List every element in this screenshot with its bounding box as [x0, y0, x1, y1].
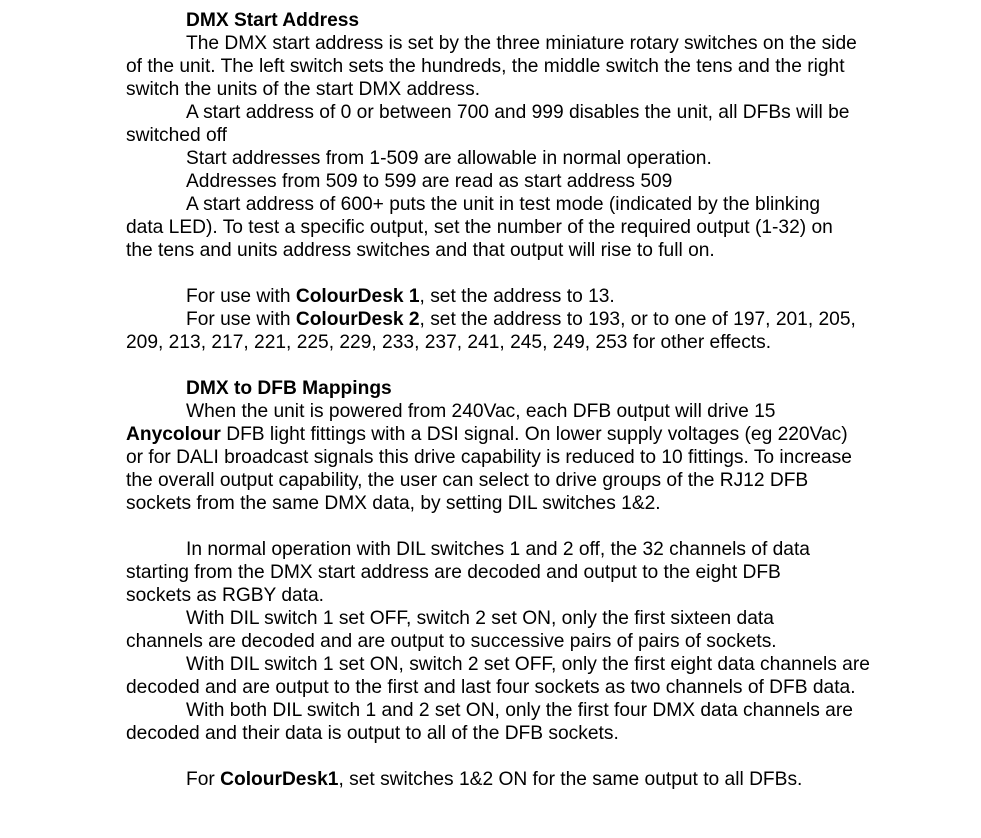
document-body [126, 9, 886, 791]
paragraph-disable-address: A start address of 0 or between 700 and 999 disables the unit, all DFBs will be switched off [126, 102, 850, 146]
paragraph-dil-both-on: With both DIL switch 1 and 2 set ON, only the first four DMX data channels are decoded and their data is output to all of the DFB sockets. [126, 700, 853, 744]
paragraph-colourdesk1-address [126, 285, 886, 308]
paragraph-dil-1on-2off: With DIL switch 1 set ON, switch 2 set OFF, only the first eight data channels are decoded and are output to the first and last four sockets as two channels of DFB data. [126, 654, 870, 698]
spacer [126, 354, 886, 377]
spacer [126, 262, 886, 285]
product-name-colourdesk1: ColourDesk1 [220, 769, 339, 790]
section-heading-dmx-to-dfb-mappings: DMX to DFB Mappings [186, 378, 392, 399]
paragraph-colourdesk2-address [126, 308, 861, 354]
text-fragment: , set the address to 13. [419, 286, 615, 307]
paragraph-colourdesk1-switches [126, 768, 886, 791]
paragraph-normal-operation: In normal operation with DIL switches 1 and 2 off, the 32 channels of data starting from the DMX start address are decoded and output to the eight DFB sockets as RGBY data. [126, 539, 810, 606]
paragraph-test-mode: A start address of 600+ puts the unit in test mode (indicated by the blinking data LED). To test a specific output, set the number of the required output (1-32) on the tens and units address switches and that output will rise to full on. [126, 194, 833, 261]
text-fragment: For [186, 769, 221, 790]
paragraph-dil-1off-2on: With DIL switch 1 set OFF, switch 2 set ON, only the first sixteen data channels are decoded and are output to successive pairs of pairs of sockets. [126, 608, 777, 652]
product-name-anycolour: Anycolour [126, 424, 221, 445]
text-fragment: For use with [186, 286, 296, 307]
product-name-colourdesk1: ColourDesk 1 [295, 286, 420, 307]
paragraph-read-as-509: Addresses from 509 to 599 are read as start address 509 [186, 171, 673, 192]
paragraph-drive-capability [126, 400, 866, 515]
text-fragment: When the unit is powered from 240Vac, each DFB output will drive 15 [186, 401, 776, 422]
text-fragment: , set switches 1&2 ON for the same output to all DFBs. [338, 769, 803, 790]
text-fragment: , set the address to 193, or to one of 197, 201, 205, 209, 213, 217, 221, 225, 229, 233, 237, 241, 245, 249, 253 for other effects. [126, 309, 856, 353]
spacer [126, 515, 886, 538]
spacer [126, 745, 886, 768]
paragraph-allowable-addresses: Start addresses from 1-509 are allowable in normal operation. [186, 148, 712, 169]
paragraph-rotary-switches: The DMX start address is set by the three miniature rotary switches on the side of the unit. The left switch sets the hundreds, the middle switch the tens and the right switch the units of the start DMX address. [126, 33, 857, 100]
product-name-colourdesk2: ColourDesk 2 [295, 309, 420, 330]
text-fragment: DFB light fittings with a DSI signal. On lower supply voltages (eg 220Vac) or for DALI broadcast signals this drive capability is reduced to 10 fittings. To increase the overall output capability, the user can select to drive groups of the RJ12 DFB sockets from the same DMX data, by setting DIL switches 1&2. [126, 424, 852, 514]
text-fragment: For use with [186, 309, 296, 330]
section-heading-dmx-start-address: DMX Start Address [186, 10, 360, 31]
